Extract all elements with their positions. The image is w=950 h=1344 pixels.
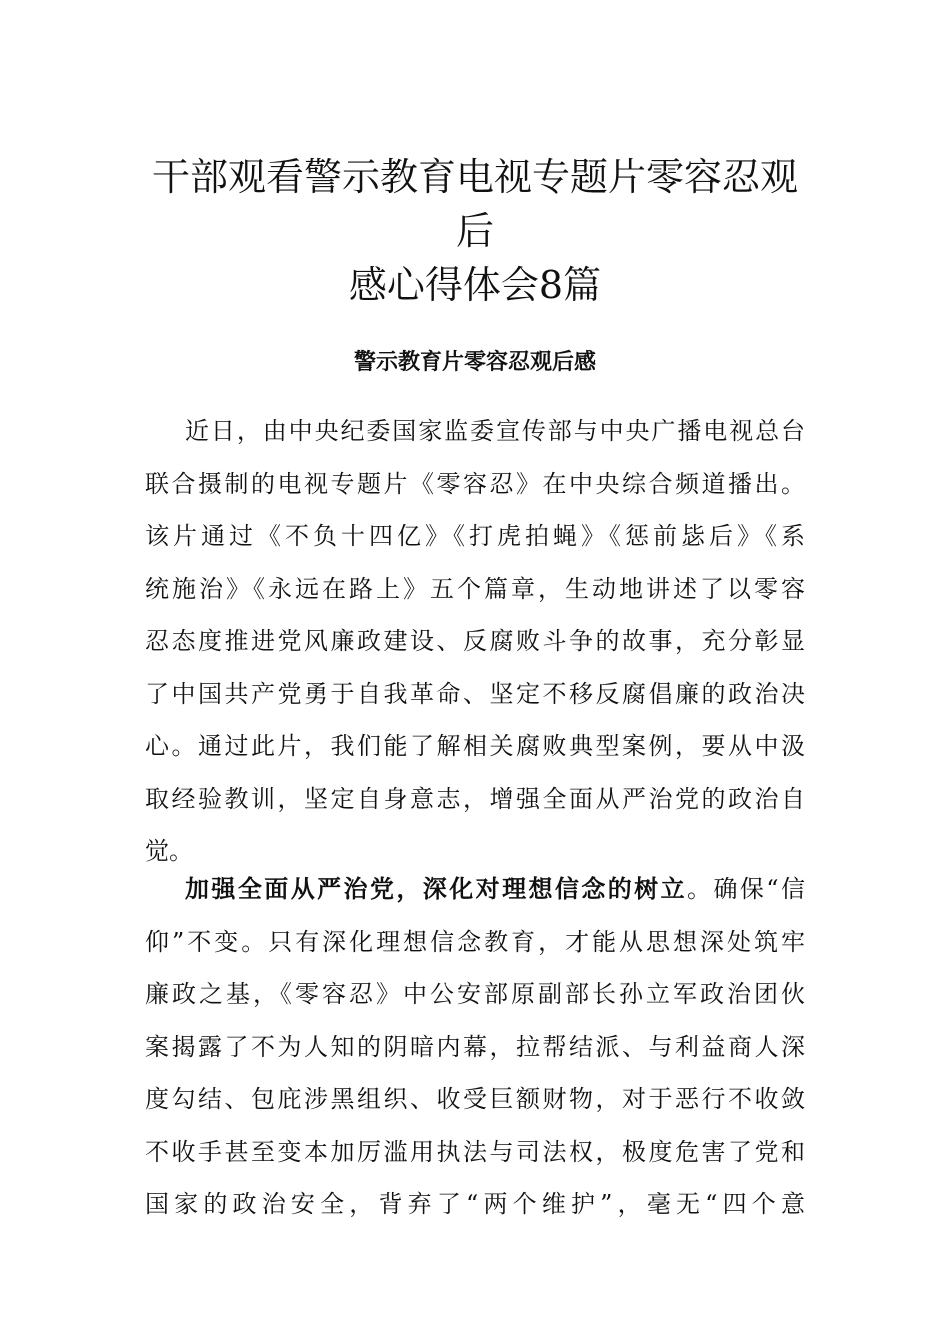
paragraph-line: 廉政之基，《零容忍》中公安部原副部长孙立军政治团伙 [145, 980, 805, 1008]
section-title: 警示教育片零容忍观后感 [353, 350, 596, 375]
document-title [140, 150, 810, 312]
paragraph-line: 案揭露了不为人知的阴暗内幕，拉帮结派、与利益商人深 [145, 1032, 805, 1061]
paragraph-line: 该片通过《不负十四亿》《打虎拍蝇》《惩前毖后》《系 [145, 522, 805, 550]
paragraph-line: 了中国共产党勇于自我革命、坚定不移反腐倡廉的政治决 [145, 679, 805, 708]
bold-heading-run: 加强全面从严治党，深化对理想信念的树立 [185, 875, 688, 903]
paragraph-line: 统施治》《永远在路上》五个篇章，生动地讲述了以零容 [145, 574, 805, 603]
paragraph-line: 近日，由中央纪委国家监委宣传部与中央广播电视总台 [185, 417, 805, 445]
paragraph-line: 不收手甚至变本加厉滥用执法与司法权，极度危害了党和 [145, 1137, 805, 1166]
paragraph-line: 觉。 [145, 837, 193, 865]
paragraph-line: 忍态度推进党风廉政建设、反腐败斗争的故事，充分彰显 [145, 627, 805, 655]
paragraph-first-line [145, 863, 805, 916]
paragraph-2 [145, 863, 805, 1231]
paragraph-line: 仰”不变。只有深化理想信念教育，才能从思想深处筑牢 [145, 927, 805, 956]
paragraph-line: 国家的政治安全，背弃了“两个维护”，毫无“四个意 [145, 1190, 805, 1218]
paragraph-first-line-rest: 。确保“信 [687, 875, 805, 903]
document-title-line-2: 感心得体会8篇 [348, 263, 602, 307]
document-title-line-1: 干部观看警示教育电视专题片零容忍观后 [151, 155, 798, 253]
paragraph-line: 联合摄制的电视专题片《零容忍》在中央综合频道播出。 [145, 469, 805, 498]
paragraph-1 [145, 405, 805, 878]
paragraph-line: 心。通过此片，我们能了解相关腐败典型案例，要从中汲 [145, 732, 805, 760]
paragraph-line: 度勾结、包庇涉黑组织、收受巨额财物，对于恶行不收敛 [145, 1085, 805, 1113]
paragraph-line: 取经验教训，坚定自身意志，增强全面从严治党的政治自 [145, 784, 805, 813]
